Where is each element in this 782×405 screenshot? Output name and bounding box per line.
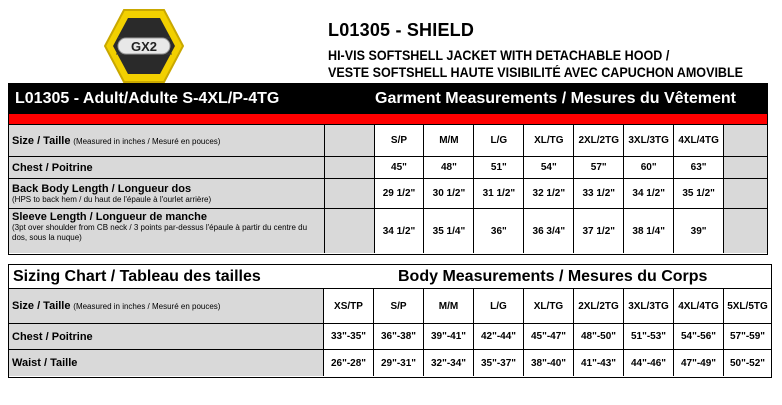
garment-left-title: L01305 - Adult/Adulte S-4XL/P-4TG <box>15 90 280 107</box>
measure-cell: 47"-49" <box>673 350 723 376</box>
body-left-title: Sizing Chart / Tableau des tailles <box>13 268 261 285</box>
measure-cell: 54"-56" <box>673 324 723 349</box>
measure-cell: 35 1/2" <box>673 179 723 208</box>
measure-cell <box>723 179 767 208</box>
size-header: L/G <box>473 289 523 323</box>
row-note: (3pt over shoulder from CB neck / 3 points par-dessus l'épaule à partir du centre du dos, sous la nuque) <box>12 223 308 242</box>
measure-cell: 30 1/2" <box>423 179 473 208</box>
measure-cell: 45"-47" <box>523 324 573 349</box>
row-label-cell <box>9 350 323 376</box>
brand-logo <box>104 8 184 84</box>
size-label-cell <box>9 289 323 323</box>
size-header: 4XL/4TG <box>673 125 723 156</box>
logo-text: GX2 <box>130 39 158 54</box>
size-header: L/G <box>473 125 523 156</box>
measure-cell: 38"-40" <box>523 350 573 376</box>
measure-cell: 48" <box>423 157 473 178</box>
row-label-cell <box>9 179 324 208</box>
row-label: Chest / Poitrine <box>12 330 93 343</box>
body-size-row <box>9 289 771 323</box>
size-header: S/P <box>373 289 423 323</box>
measure-cell: 51"-53" <box>623 324 673 349</box>
blank-cell <box>324 157 374 178</box>
product-subtitle-en: HI-VIS SOFTSHELL JACKET WITH DETACHABLE HOOD / <box>328 48 670 63</box>
size-header: 3XL/3TG <box>623 125 673 156</box>
measure-cell: 38 1/4" <box>623 209 673 253</box>
measure-cell: 33 1/2" <box>573 179 623 208</box>
garment-measurements-table <box>8 83 768 255</box>
body-measurements-table <box>8 264 772 378</box>
size-header: XL/TG <box>523 125 573 156</box>
blank-cell <box>324 179 374 208</box>
measure-cell: 57" <box>573 157 623 178</box>
garment-right-title: Garment Measurements / Mesures du Vêtement <box>375 90 737 107</box>
garment-row-back-length <box>9 178 767 208</box>
size-header: XL/TG <box>523 289 573 323</box>
title-block <box>328 20 774 81</box>
size-header: XS/TP <box>323 289 373 323</box>
row-label-cell <box>9 324 323 349</box>
garment-row-sleeve-length <box>9 208 767 253</box>
measure-cell: 26"-28" <box>323 350 373 376</box>
size-header: M/M <box>423 289 473 323</box>
measure-cell: 57"-59" <box>723 324 771 349</box>
row-label-cell <box>9 157 324 178</box>
row-note: (HPS to back hem / du haut de l'épaule à l'ourlet arrière) <box>12 194 212 204</box>
measure-cell: 36 3/4" <box>523 209 573 253</box>
measure-cell: 63" <box>673 157 723 178</box>
row-label-cell <box>9 209 324 253</box>
size-header: 2XL/2TG <box>573 289 623 323</box>
size-header: 5XL/5TG <box>723 289 771 323</box>
size-note: (Measured in inches / Mesuré en pouces) <box>73 136 221 146</box>
size-header: S/P <box>374 125 424 156</box>
size-header: 3XL/3TG <box>623 289 673 323</box>
row-label: Chest / Poitrine <box>12 161 93 174</box>
measure-cell: 51" <box>473 157 523 178</box>
measure-cell: 35"-37" <box>473 350 523 376</box>
size-header <box>723 125 767 156</box>
measure-cell: 39" <box>673 209 723 253</box>
hexagon-logo-icon <box>104 8 184 84</box>
body-right-title: Body Measurements / Mesures du Corps <box>398 268 708 285</box>
measure-cell: 42"-44" <box>473 324 523 349</box>
body-row-chest <box>9 323 771 349</box>
size-header: 2XL/2TG <box>573 125 623 156</box>
measure-cell: 29 1/2" <box>374 179 424 208</box>
size-header: M/M <box>423 125 473 156</box>
size-label: Size / Taille <box>12 134 71 147</box>
blank-cell <box>324 209 374 253</box>
measure-cell: 32"-34" <box>423 350 473 376</box>
row-label: Waist / Taille <box>12 357 78 369</box>
body-row-waist <box>9 349 771 376</box>
measure-cell: 45" <box>374 157 424 178</box>
measure-cell: 36" <box>473 209 523 253</box>
measure-cell: 37 1/2" <box>573 209 623 253</box>
blank-cell <box>324 125 374 156</box>
red-divider <box>9 114 767 124</box>
measure-cell: 35 1/4" <box>423 209 473 253</box>
size-header: 4XL/4TG <box>673 289 723 323</box>
measure-cell: 54" <box>523 157 573 178</box>
size-note: (Measured in inches / Mesuré en pouces) <box>73 302 221 311</box>
measure-cell <box>723 157 767 178</box>
measure-cell: 50"-52" <box>723 350 771 376</box>
product-title: L01305 - SHIELD <box>328 20 475 40</box>
measure-cell: 36"-38" <box>373 324 423 349</box>
garment-header-bar <box>9 84 767 114</box>
garment-size-row <box>9 125 767 156</box>
measure-cell: 34 1/2" <box>374 209 424 253</box>
garment-row-chest <box>9 156 767 178</box>
row-label: Sleeve Length / Longueur de manche <box>12 211 207 223</box>
measure-cell: 48"-50" <box>573 324 623 349</box>
measure-cell: 29"-31" <box>373 350 423 376</box>
measure-cell <box>723 209 767 253</box>
size-label-cell <box>9 125 324 156</box>
measure-cell: 31 1/2" <box>473 179 523 208</box>
measure-cell: 60" <box>623 157 673 178</box>
row-label: Back Body Length / Longueur dos <box>12 182 192 195</box>
measure-cell: 33"-35" <box>323 324 373 349</box>
size-label: Size / Taille <box>12 300 71 312</box>
measure-cell: 39"-41" <box>423 324 473 349</box>
product-subtitle-fr: VESTE SOFTSHELL HAUTE VISIBILITÉ AVEC CAPUCHON AMOVIBLE <box>328 65 744 80</box>
measure-cell: 41"-43" <box>573 350 623 376</box>
body-header-bar <box>9 265 771 289</box>
measure-cell: 34 1/2" <box>623 179 673 208</box>
measure-cell: 44"-46" <box>623 350 673 376</box>
measure-cell: 32 1/2" <box>523 179 573 208</box>
